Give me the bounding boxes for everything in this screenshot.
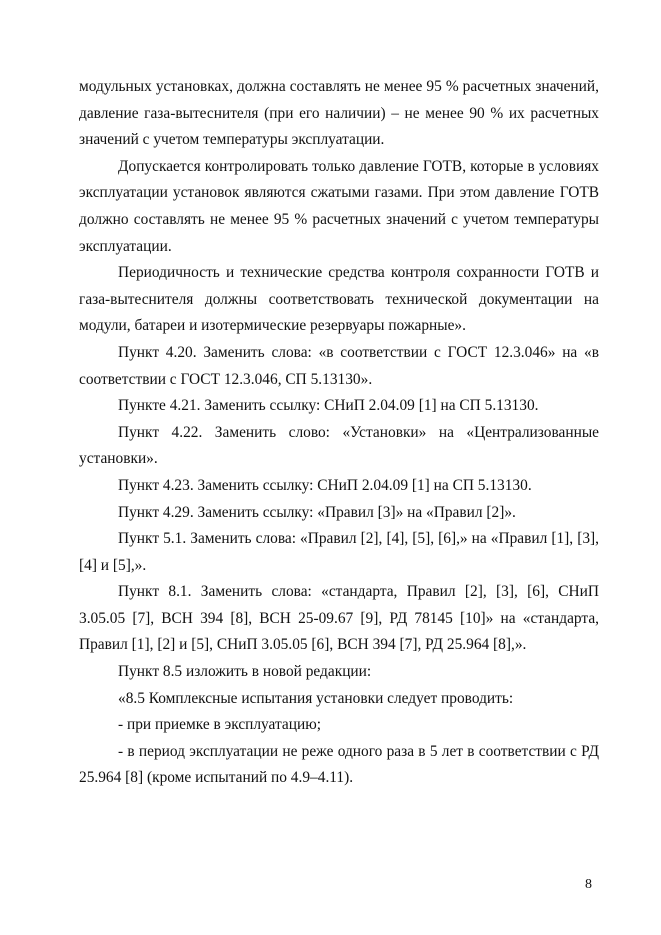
paragraph-item-4-20: Пункт 4.20. Заменить слова: «в соответствии с ГОСТ 12.3.046» на «в соответствии с ГОСТ 12.3.046, СП 5.13130».	[79, 343, 599, 388]
paragraph-item-4-22: Пункт 4.22. Заменить слово: «Установки» на «Централизованные установки».	[79, 423, 599, 468]
paragraph-continuation: модульных установках, должна составлять не менее 95 % расчетных значений, давление газа-вытеснителя (при его наличии) – не менее 90 % их расчетных значений с учетом температуры эксплуатации.	[79, 78, 599, 149]
body-text	[79, 74, 599, 792]
paragraph-item-8-1: Пункт 8.1. Заменить слова: «стандарта, Правил [2], [3], [6], СНиП 3.05.05 [7], ВСН 394 [8], ВСН 25-09.67 [9], РД 78145 [10]» на «стандарта, Правил [1], [2] и [5], СНиП 3.05.05 [6], ВСН 394 [7], РД 25.964 [8],».	[79, 583, 599, 654]
paragraph-item-8-5-intro: Пункт 8.5 изложить в новой редакции:	[118, 663, 372, 681]
paragraph-item-5-1: Пункт 5.1. Заменить слова: «Правил [2], [4], [5], [6],» на «Правил [1], [3], [4] и [5],».	[79, 530, 599, 574]
page-number: 8	[585, 877, 592, 892]
paragraph-item-8-5-text: «8.5 Комплексные испытания установки следует проводить:	[118, 689, 514, 707]
paragraph-item-4-23: Пункт 4.23. Заменить ссылку: СНиП 2.04.09 [1] на СП 5.13130.	[118, 476, 532, 494]
list-item-acceptance: - при приемке в эксплуатацию;	[118, 716, 321, 734]
list-item-operation-period: - в период эксплуатации не реже одного раза в 5 лет в соответствии с РД 25.964 [8] (кроме испытаний по 4.9–4.11).	[79, 742, 599, 787]
paragraph-item-4-29: Пункт 4.29. Заменить ссылку: «Правил [3]» на «Правил [2]».	[118, 503, 516, 521]
paragraph-periodicity: Периодичность и технические средства контроля сохранности ГОТВ и газа-вытеснителя должны соответствовать технической документации на модули, батареи и изотермические резервуары пожарные».	[79, 264, 599, 335]
paragraph-gotv-pressure: Допускается контролировать только давление ГОТВ, которые в условиях эксплуатации установок являются сжатыми газами. При этом давление ГОТВ должно составлять не менее 95 % расчетных значений с учетом температуры эксплуатации.	[79, 157, 599, 255]
paragraph-item-4-21: Пункте 4.21. Заменить ссылку: СНиП 2.04.09 [1] на СП 5.13130.	[118, 397, 539, 415]
